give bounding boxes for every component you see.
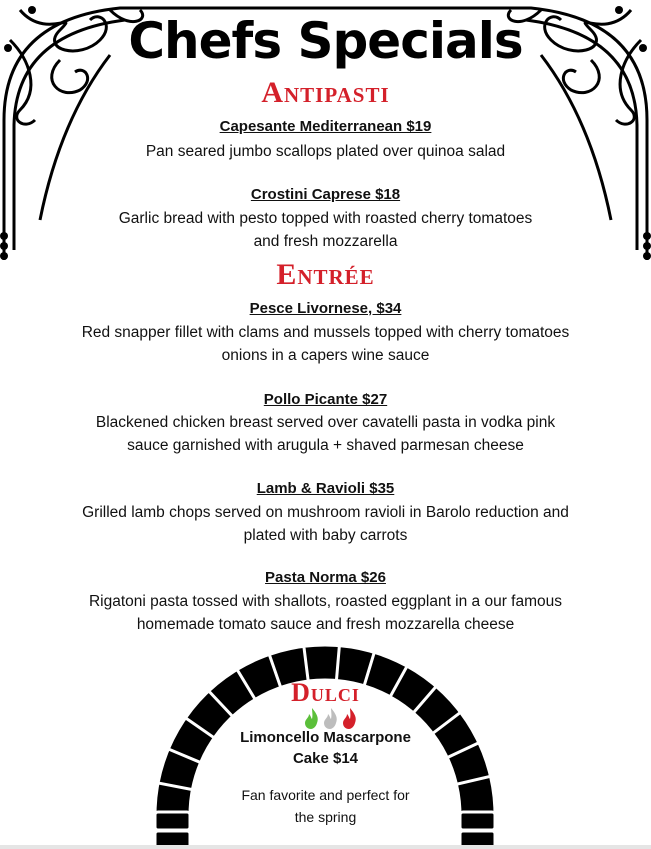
dessert-description: Fan favorite and perfect for the spring xyxy=(241,787,410,825)
dish-description: Rigatoni pasta tossed with shallots, roasted eggplant in a our famous homemade tomato sauce and fresh mozzarella cheese xyxy=(88,593,563,633)
dish-description: Grilled lamb chops served on mushroom ravioli in Barolo reduction and plated with baby carrots xyxy=(82,504,569,544)
dish-name: Pasta Norma $26 xyxy=(265,569,386,586)
section-heading-dulci: Dulci xyxy=(291,678,360,707)
dish-name: Pollo Picante $27 xyxy=(263,391,388,408)
dish-name: Lamb & Ravioli $35 xyxy=(256,480,395,497)
dessert-name: Limoncello Mascarpone Cake $14 xyxy=(240,729,411,767)
menu-title: Chefs Specials xyxy=(128,12,523,70)
section-heading-entree: Entrée xyxy=(276,258,375,291)
dish-description: Blackened chicken breast served over cavatelli pasta in vodka pink sauce garnished with arugula + shaved parmesan cheese xyxy=(95,414,556,454)
dish-name: Pesce Livornese, $34 xyxy=(249,300,402,317)
dish-name: Crostini Caprese $18 xyxy=(250,186,401,203)
section-heading-antipasti: Antipasti xyxy=(261,76,390,109)
dish-description: Red snapper fillet with clams and mussels topped with cherry tomatoes onions in a capers wine sauce xyxy=(81,324,570,364)
flame-icon xyxy=(324,708,337,729)
flame-icon xyxy=(305,708,318,729)
dish-description: Pan seared jumbo scallops plated over quinoa salad xyxy=(145,143,506,160)
dish-name: Capesante Mediterranean $19 xyxy=(219,118,432,135)
flame-icon xyxy=(343,708,356,729)
page-bottom-edge xyxy=(0,845,651,849)
dish-description: Garlic bread with pesto topped with roasted cherry tomatoes and fresh mozzarella xyxy=(118,210,533,250)
